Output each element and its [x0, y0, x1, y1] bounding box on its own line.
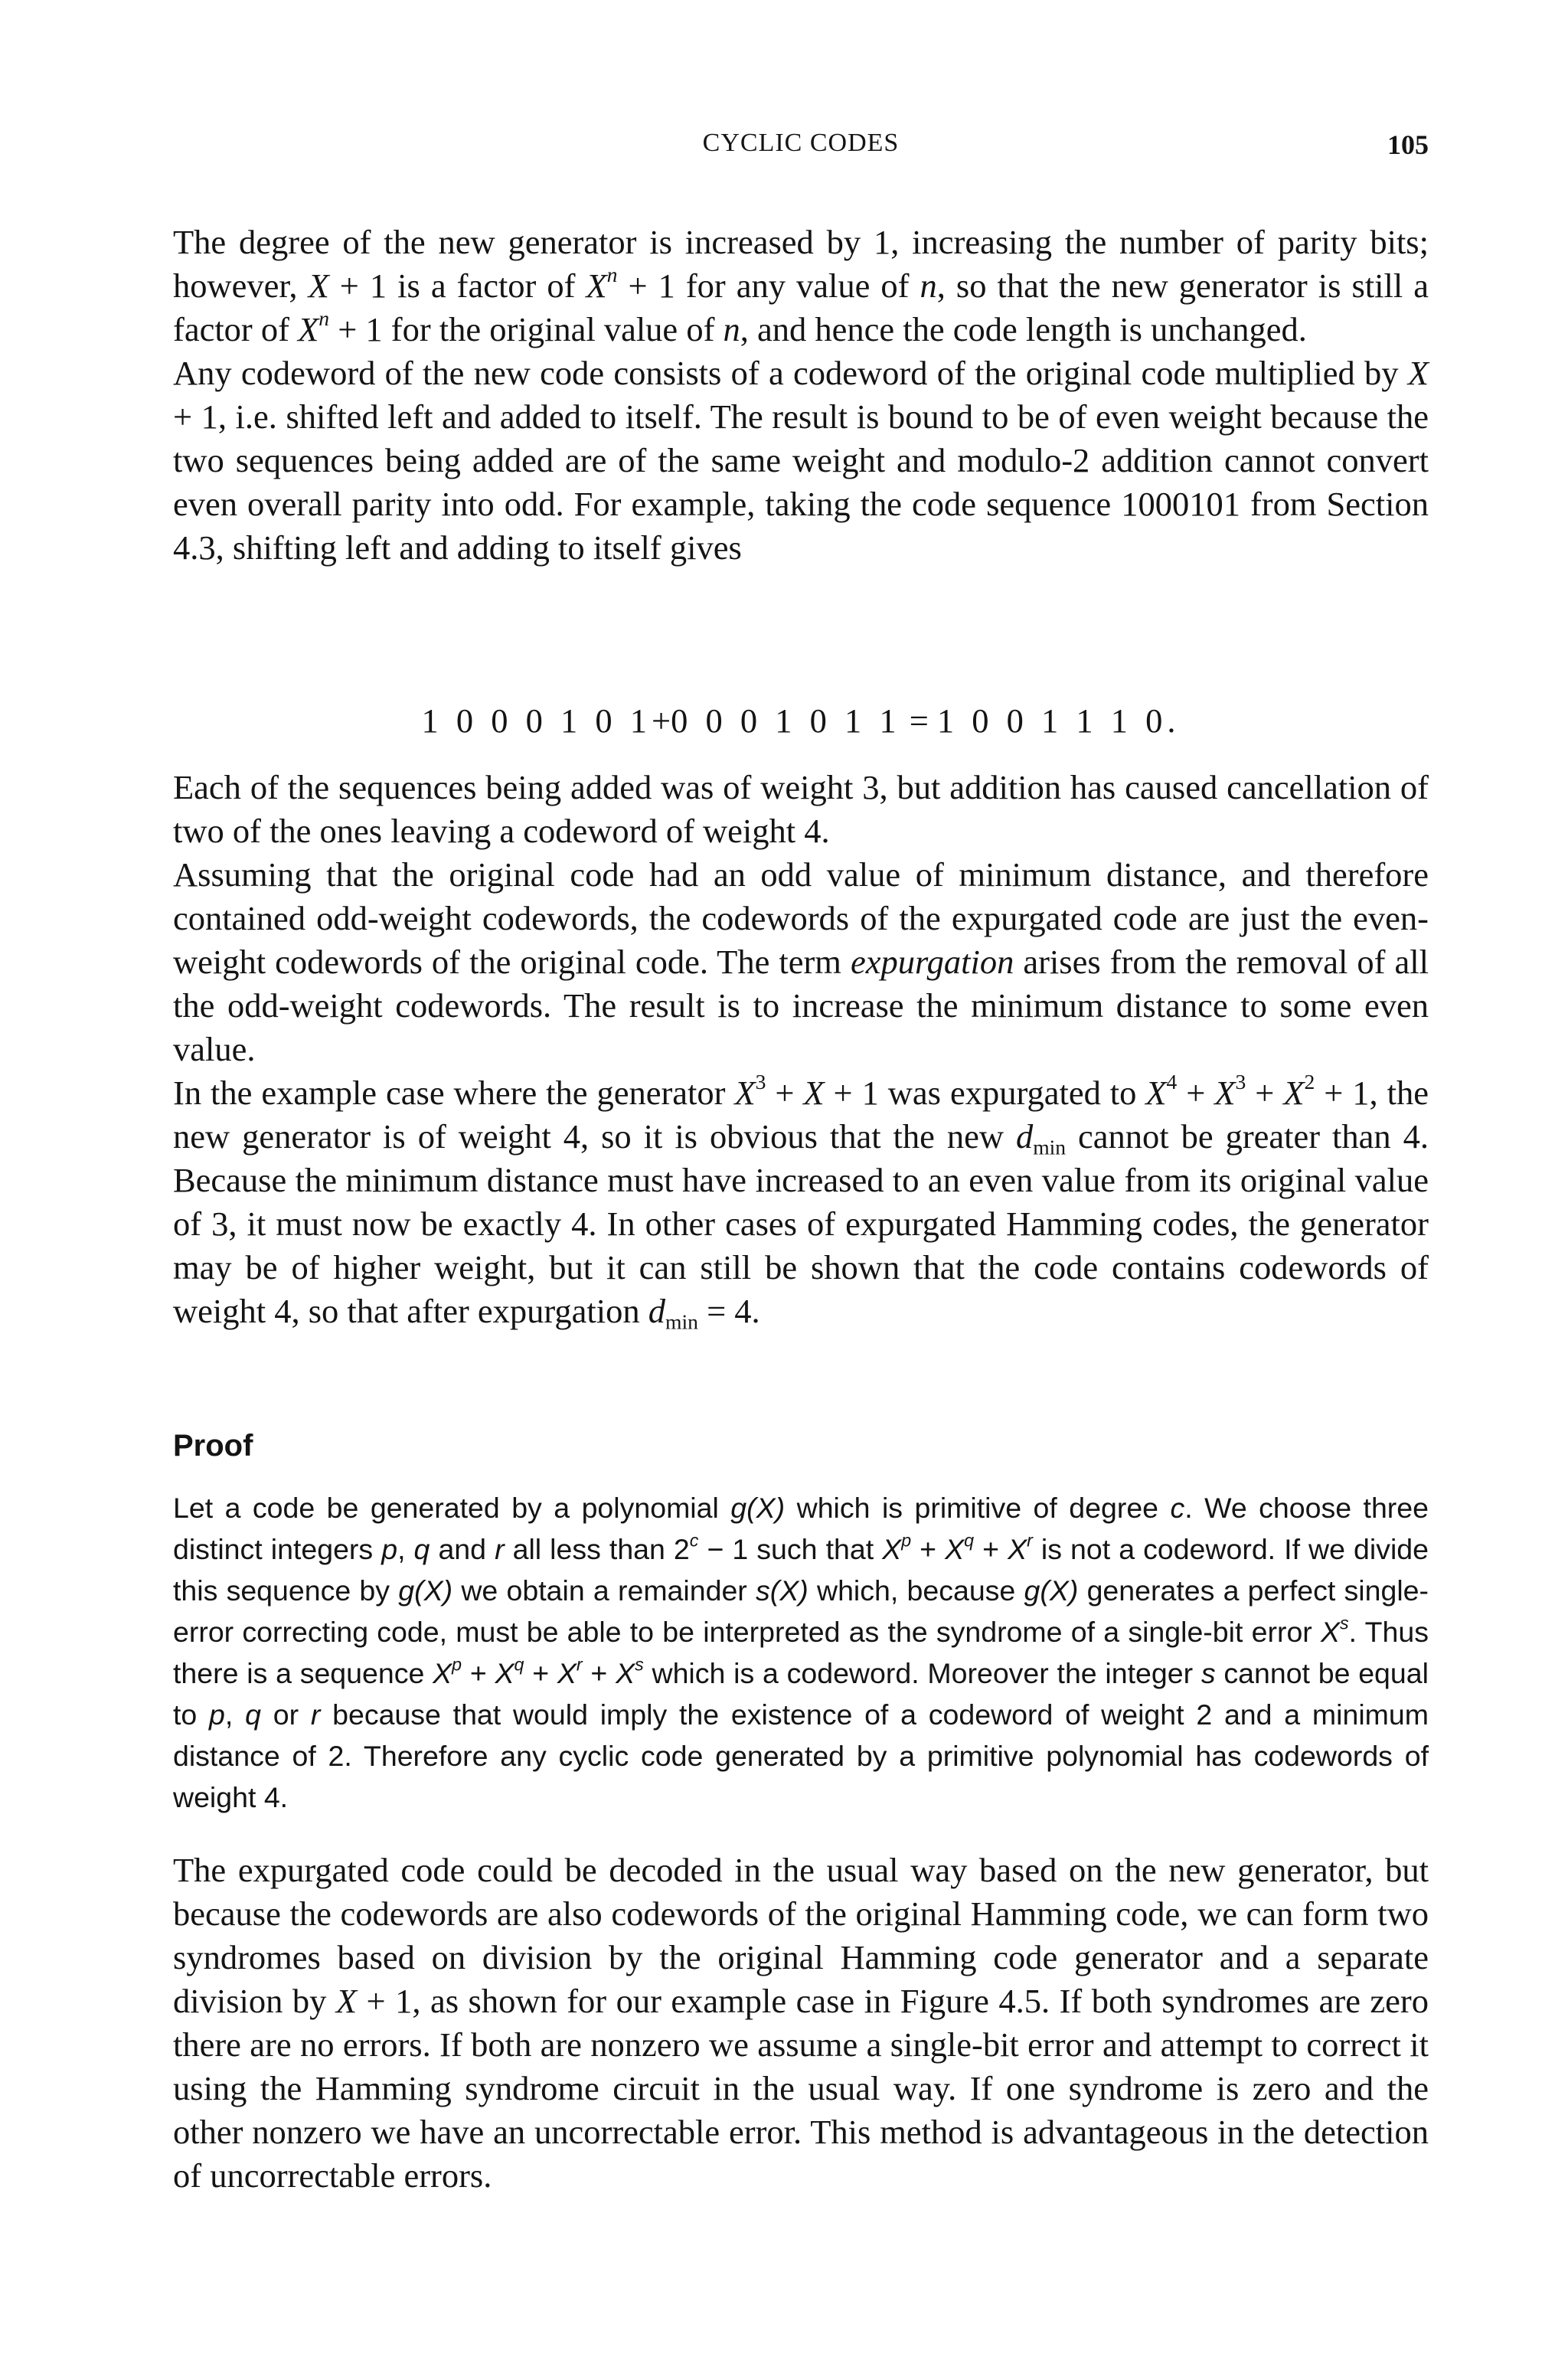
running-header: [173, 129, 1429, 175]
body-block-middle: [173, 766, 1429, 1333]
paragraph-4: Assuming that the original code had an odd value of minimum distance, and therefore contained odd-weight codewords, the codewords of the expurgated code are just the even-weight codewords of the original code. The term expurgation arises from the removal of all the odd-weight codewords. The result is to increase the minimum distance to some even value.: [173, 855, 1429, 1068]
paragraph-1: The degree of the new generator is increased by 1, increasing the number of parity bits; however, X + 1 is a factor of $X^n + 1$ for any value of n, so that the new generator is still a factor of $X^n + 1$ for the original value of n, and hence the code length is unchanged.: [173, 223, 1429, 348]
running-title: CYCLIC CODES: [702, 129, 900, 157]
proof-body: Let a code be generated by a polynomial g(X) which is primitive of degree c. We choose three distinct integers p, q and r all less than $2^c - 1$ such that $X^p + X^q + X^r$ is not a codeword. If we divide this sequence by g(X) we obtain a remainder s(X) which, because g(X) generates a perfect single-error correcting code, must be able to be interpreted as the syndrome of a single-bit error $X^s$. Thus there is a sequence $X^p + X^q + X^r + X^s$ which is a codeword. Moreover the integer s cannot be equal to p, q or r because that would imply the existence of a codeword of weight 2 and a minimum distance of 2. Therefore any cyclic code generated by a primitive polynomial has codewords of weight 4.: [173, 1492, 1429, 1813]
paragraph-6: The expurgated code could be decoded in the usual way based on the new generator, but because the codewords are also codewords of the original Hamming code, we can form two syndromes based on division by the original Hamming code generator and a separate division by X + 1, as shown for our example case in Figure 4.5. If both syndromes are zero there are no errors. If both are nonzero we assume a single-bit error and attempt to correct it using the Hamming syndrome circuit in the usual way. If one syndrome is zero and the other nonzero we have an uncorrectable error. This method is advantageous in the detection of uncorrectable errors.: [173, 1851, 1429, 2195]
body-block-bottom: [173, 1849, 1429, 2198]
paragraph-3: Each of the sequences being added was of weight 3, but addition has caused cancellation of two of the ones leaving a codeword of weight 4.: [173, 768, 1429, 850]
paragraph-5: In the example case where the generator $X^3 + X + 1$ was expurgated to $X^4 + X^3 + X^2 + 1$, the new generator is of weight 4, so it is obvious that the new $d_{min}$ cannot be greater than 4. Because the minimum distance must have increased to an even value from its original value of 3, it must now be exactly 4. In other cases of expurgated Hamming codes, the generator may be of higher weight, but it can still be shown that the code contains codewords of weight 4, so that after expurgation $d_{min} = 4$.: [173, 1070, 1429, 1334]
proof-heading: Proof: [173, 1429, 253, 1463]
paragraph-2: Any codeword of the new code consists of a codeword of the original code multiplied by X + 1, i.e. shifted left and added to itself. The result is bound to be of even weight because the two sequences being added are of the same weight and modulo-2 addition cannot convert even overall parity into odd. For example, taking the code sequence 1000101 from Section 4.3, shifting left and adding to itself gives: [173, 354, 1429, 567]
body-block-top: [173, 221, 1429, 570]
term-expurgation: expurgation: [850, 943, 1014, 981]
equation-sum: 1 0 0 0 1 0 1+0 0 0 1 0 1 1 = 1 0 0 1 1 1 0.: [421, 701, 1181, 740]
page-number: 105: [1387, 129, 1429, 160]
